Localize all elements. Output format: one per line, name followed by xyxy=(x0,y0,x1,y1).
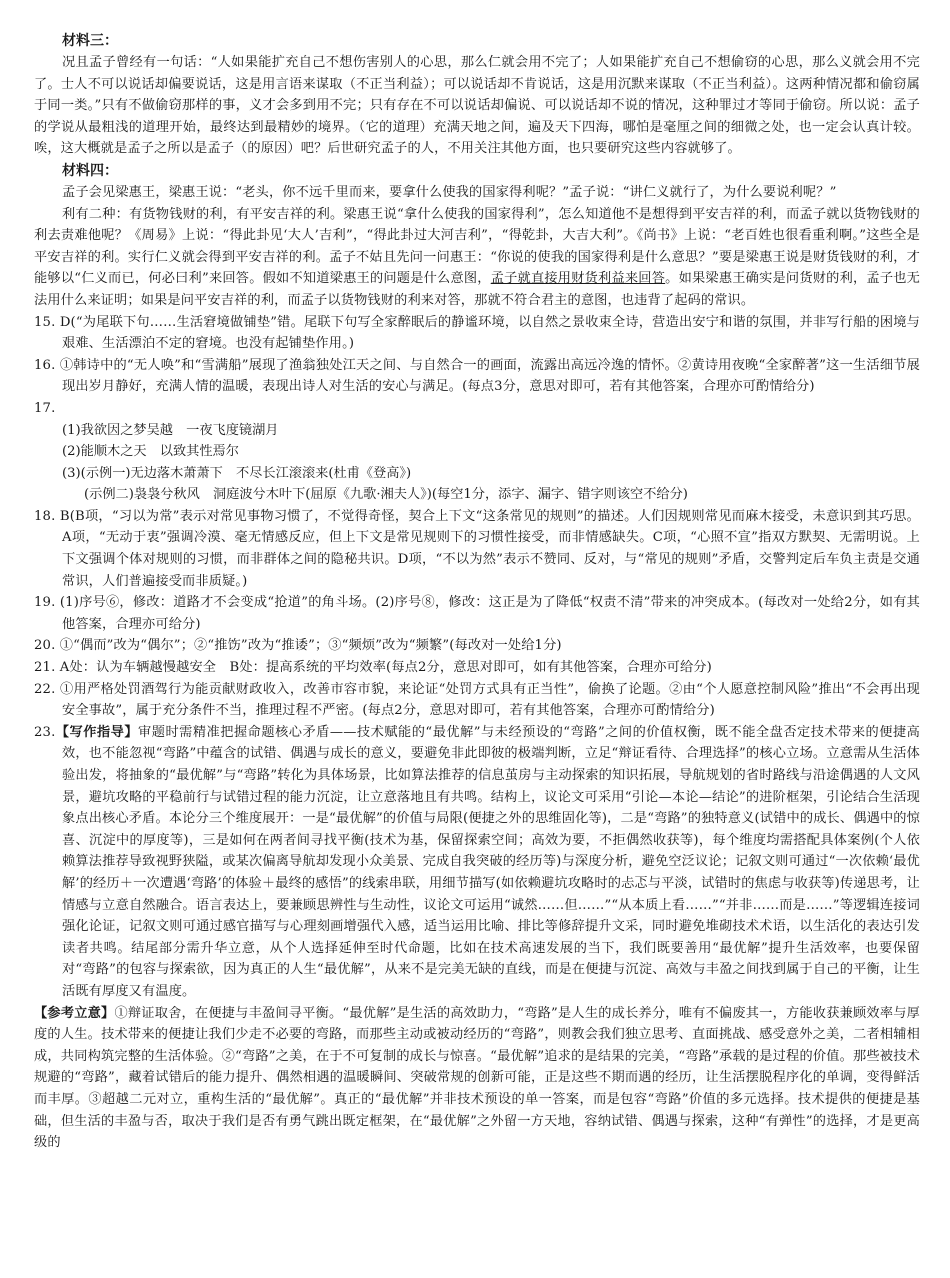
answer-20: 20. ①“偶而”改为“偶尔”；②“推饬”改为“推诿”；③“频烦”改为“频繁”(每改对一处给1分) xyxy=(34,638,562,654)
writing-guide-text: 审题时需精准把握命题核心矛盾——技术赋能的“最优解”与未经预设的“弯路”之间的价值权衡，既不能全盘否定技术带来的便捷高效，也不能忽视“弯路”中蕴含的试错、偶遇与成长的意义，要避免非此即彼的极端判断，立足“辩证看待、合理选择”的核心立场。立意需从生活体验出发，将抽象的“最优解”与“弯路”转化为具体场景，比如算法推荐的信息茧房与主动探索的知识拓展，导航规划的省时路线与沿途偶遇的人文风景，避坑攻略的平稳前行与试错过程的能力沉淀，让立意落地且有共鸣。结构上，议论文可采用“引论—本论—结论”的进阶框架，引论结合生活现象点出核心矛盾。本论分三个维度展开：一是“最优解”的价值与局限(便捷之外的思维固化等)，二是“弯路”的独特意义(试错中的成长、偶遇中的惊喜、沉淀中的厚度等)，三是如何在两者间寻找平衡(技术为基，保留探索空间；高效为要，不拒偶然收获等)，每个维度均需搭配具体案例(个人依赖算法推荐导致视野狭隘，或某次偏离导航却发现小众美景、完成自我突破的经历等)与深度分析，避免空泛议论；记叙文则可通过“一次依赖‘最优解’的经历＋一次遭遇‘弯路’的体验＋最终的感悟”的线索串联，用细节描写(如依赖避坑攻略时的忐忑与平淡，试错时的焦虑与收获等)传递思考，让情感与立意自然融合。语言表达上，要兼顾思辨性与生动性，议论文可运用“诚然……但……”“从本质上看……”“并非……而是……”等逻辑连接词强化论证，记叙文则可通过感官描写与心理刻画增强代入感，适当运用比喻、排比等修辞提升文采，同时避免堆砌技术术语，以生活化的表达引发读者共鸣。结尾部分需升华立意，从个人选择延伸至时代命题，比如在技术高速发展的当下，我们既要善用“最优解”提升生活效率，也要保留对“弯路”的包容与探索欲，因为真正的人生“最优解”，从来不是完美无缺的直线，而是在便捷与沉淀、高效与丰盈之间找到属于自己的平衡，让生活既有厚度又有温度。 xyxy=(62,724,921,999)
answer-22: 22. ①用严格处罚酒驾行为能贡献财政收入，改善市容市貌，来论证“处罚方式具有正当性”，偷换了论题。②由“个人愿意控制风险”推出“不会再出现安全事故”，属于充分条件不当，推理过程不严密。(每点2分，意思对即可，若有其他答案，合理亦可酌情给分) xyxy=(34,681,920,719)
material-four xyxy=(34,160,920,312)
answer-17-number: 17. xyxy=(34,400,56,416)
answer-23-writing-guide xyxy=(34,722,920,1003)
answer-list xyxy=(34,312,920,1154)
answer-18: 18. B(B项，“习以为常”表示对常见事物习惯了，不觉得奇怪，契合上下文“这条常见的规则”的描述。人们因规则常见而麻木接受，未意识到其巧思。A项，“无动于衷”强调冷漠、毫无情感反应，但上下文是常见规则下的习惯性接受，而非情感缺失。C项，“心照不宣”指双方默契、无需明说。上下文强调个体对规则的习惯，而非群体之间的隐秘共识。D项，“不以为然”表示不赞同、反对，与“常见的规则”矛盾，交警判定后车负主责是交通常识，人们普遍接受而非质疑。) xyxy=(34,508,920,589)
material-four-text-a: 利有二种：有货物钱财的利，有平安吉祥的利。梁惠王说“拿什么使我的国家得利”，怎么知道他不是想得到平安吉祥的利，而孟子就以货物钱财的利去责难他呢？《周易》上说：“得此卦见‘大人’吉利”，“得此卦过大河吉利”，“得乾卦，大吉大利”。《尚书》上说：“老百姓也很看重利啊。”这些全是平安吉祥的利。实行仁义就会得到平安吉祥的利。孟子不姑且先问一问惠王：“你说的使我的国家得利是什么意思？”要是梁惠王说是财货钱财的利，才能够以“仁义而已，何必曰利”来回答。假如不知道梁惠王的问题是什么意图， xyxy=(34,206,920,287)
answer-17-4: (示例二)袅袅兮秋风 洞庭波兮木叶下(屈原《九歌·湘夫人》)(每空1分，添字、漏字、错字则该空不给分) xyxy=(84,487,688,503)
material-four-paragraph-2 xyxy=(34,204,920,312)
answer-16: 16. ①韩诗中的“无人唤”和“雪满船”展现了渔翁独处江天之间、与自然合一的画面，流露出高远冷逸的情怀。②黄诗用夜晚“全家醉著”这一生活细节展现出岁月静好，充满人情的温暖，表现出诗人对生活的安心与满足。(每点3分，意思对即可，若有其他答案，合理亦可酌情给分) xyxy=(34,357,920,395)
answer-21: 21. A处：认为车辆越慢越安全 B处：提高系统的平均效率(每点2分，意思对即可，如有其他答案，合理亦可给分) xyxy=(34,660,712,676)
answer-page xyxy=(34,30,920,1154)
answer-19: 19. (1)序号⑥，修改：道路才不会变成“抢道”的角斗场。(2)序号⑧，修改：这正是为了降低“权责不清”带来的冲突成本。(每改对一处给2分，如有其他答案，合理亦可给分) xyxy=(34,595,920,632)
answer-23-number: 23. xyxy=(34,724,56,740)
writing-guide-label: 【写作指导】 xyxy=(55,724,139,740)
answer-17-3: (3)(示例一)无边落木萧萧下 不尽长江滚滚来(杜甫《登高》) xyxy=(62,465,412,481)
answer-15: 15. D(“为尾联下句……生活窘境做铺垫”错。尾联下句写全家醉眠后的静谧环境，以自然之景收束全诗，营造出安宁和谐的氛围，并非写行船的困境与艰难、生活漂泊不定的窘境。也没有起铺垫作用。) xyxy=(34,314,920,352)
material-four-heading: 材料四： xyxy=(62,162,118,179)
reference-text: ①辩证取舍，在便捷与丰盈间寻平衡。“最优解”是生活的高效助力，“弯路”是人生的成长养分，唯有不偏废其一，方能收获兼顾效率与厚度的人生。技术带来的便捷让我们少走不必要的弯路，而那些主动或被动经历的“弯路”，则教会我们独立思考、直面挑战、感受意外之美，二者相辅相成，共同构筑完整的生活体验。②“弯路”之美，在于不可复制的成长与惊喜。“最优解”追求的是结果的完美，“弯路”承载的是过程的价值。那些被技术规避的“弯路”，藏着试错后的能力提升、偶然相遇的温暖瞬间、突破常规的创新可能，正是这些不期而遇的经历，让生活摆脱程序化的单调，变得鲜活而丰厚。③超越二元对立，重构生活的“最优解”。真正的“最优解”并非技术预设的单一答案，而是包容“弯路”价值的多元选择。技术提供的便捷是基础，但生活的丰盈与否，取决于我们是否有勇气跳出既定框架，在“最优解”之外留一方天地，容纳试错、偶遇与探索，这种“有弹性”的选择，才是更高级的 xyxy=(34,1005,921,1151)
material-four-text-b: 。如果梁惠王确实是问货财的利，孟子也无法用什么来证明；如果是问平安吉祥的利，而孟子以货物钱财的利来对答，那就不符合君主的意图，也违背了起码的常识。 xyxy=(34,271,921,308)
material-three-text: 况且孟子曾经有一句话：“人如果能扩充自己不想伤害别人的心思，那么仁就会用不完了；人如果能扩充自己不想偷窃的心思，那么义就会用不完了。士人不可以说话却偏要说话，这是用言语来谋取（不正当利益）；可以说话却不肯说话，这是用沉默来谋取（不正当利益）。这两种情况都和偷窃属于同一类。”只有不做偷窃那样的事，义才会多到用不完；只有存在不可以说话却偏说、可以说话却不说的情况，这种罪过才等同于偷窃。所以说：孟子的学说从最粗浅的道理开始，最终达到最精妙的境界。（它的道理）充满天地之间，遍及天下四海，哪怕是毫厘之间的细微之处，也一定会认真计较。唉，这大概就是孟子之所以是孟子（的原因）吧？后世研究孟子的人，不用关注其他方面，也只要研究这些内容就够了。 xyxy=(34,55,920,157)
material-three xyxy=(34,30,920,160)
reference-label: 【参考立意】 xyxy=(34,1005,115,1021)
material-three-heading: 材料三： xyxy=(62,33,118,49)
answer-17-1: (1)我欲因之梦吴越 一夜飞度镜湖月 xyxy=(62,422,279,438)
underlined-sentence: 孟子就直接用财货利益来回答 xyxy=(490,271,666,287)
material-four-paragraph-1: 孟子会见梁惠王，梁惠王说：“老头，你不远千里而来，要拿什么使我的国家得利呢？”孟子说：“讲仁义就行了，为什么要说利呢？” xyxy=(62,184,837,200)
answer-23-reference xyxy=(34,1003,920,1154)
answer-17-2: (2)能顺木之天 以致其性焉尔 xyxy=(62,444,239,460)
